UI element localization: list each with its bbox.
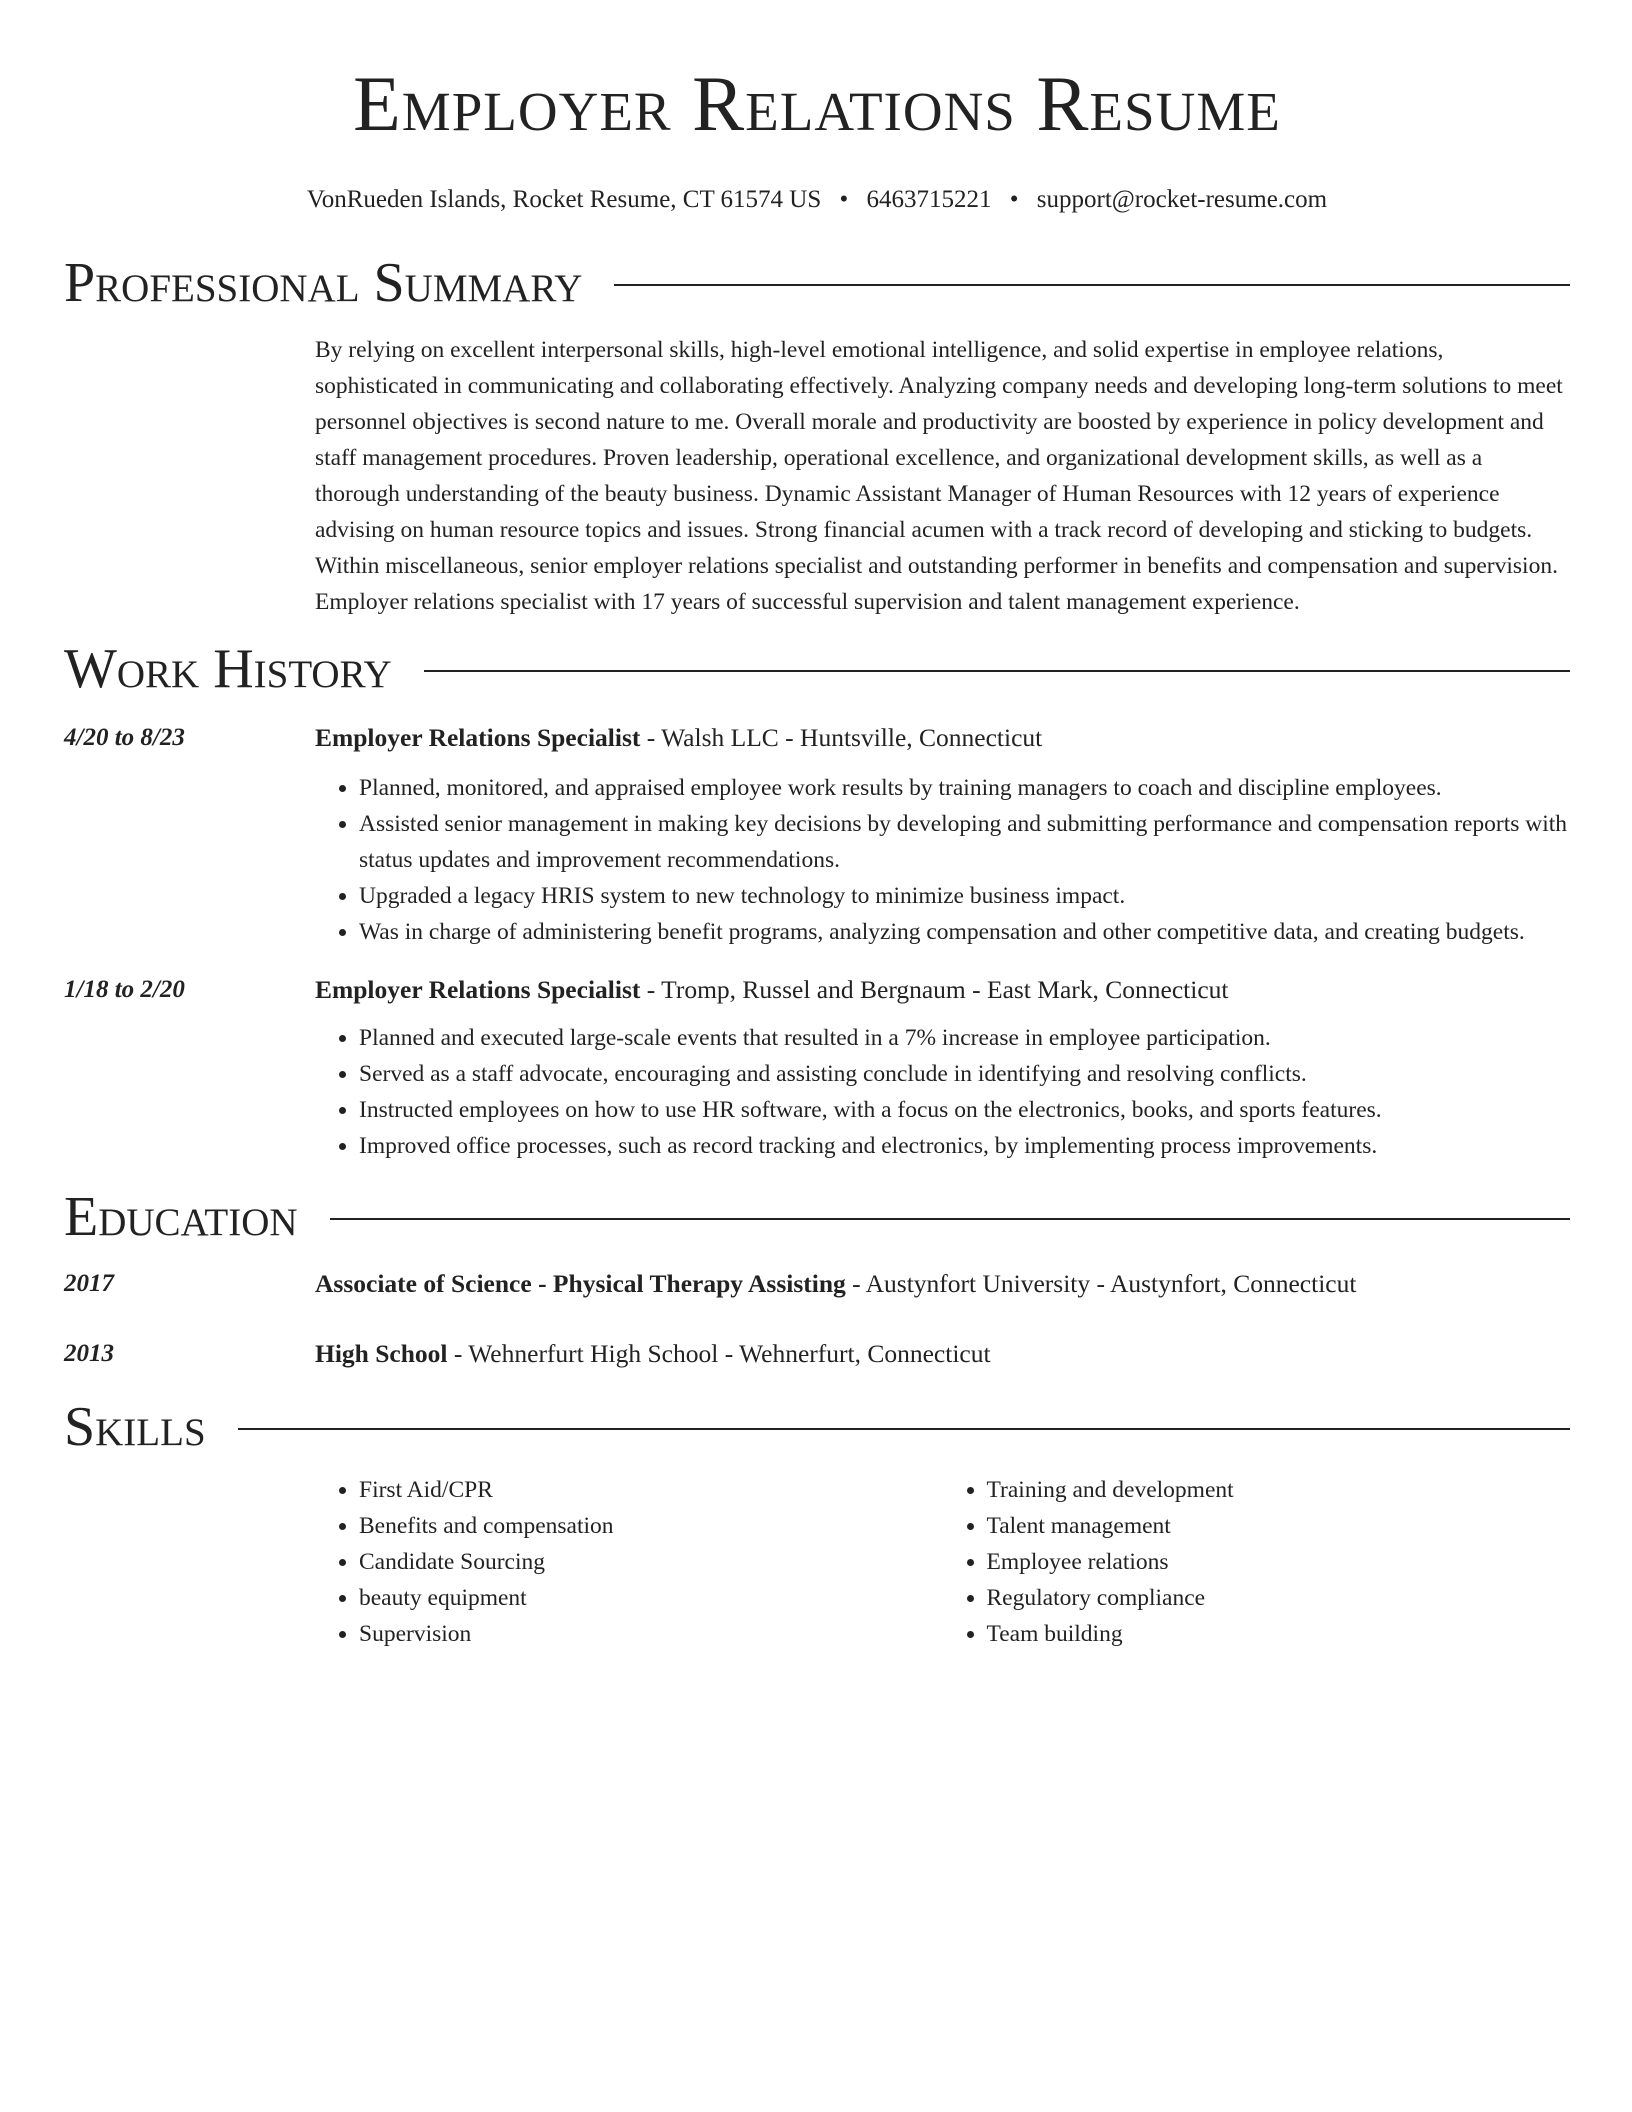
job-details: - Walsh LLC - Huntsville, Connecticut — [640, 723, 1043, 752]
education-degree: Associate of Science - Physical Therapy Assisting — [315, 1269, 846, 1298]
job-heading — [315, 972, 1570, 1008]
list-item: • Team building — [987, 1616, 1571, 1652]
list-item: • Talent management — [987, 1508, 1571, 1544]
section-heading-education — [64, 1184, 1570, 1250]
list-item: • First Aid/CPR — [359, 1472, 943, 1508]
list-item: • Improved office processes, such as record tracking and electronics, by implementing process improvements. — [359, 1128, 1570, 1164]
job-heading — [315, 720, 1570, 756]
phone: 6463715221 — [866, 186, 992, 213]
job-dates: 4/20 to 8/23 — [64, 724, 185, 751]
education-details: - Austynfort University - Austynfort, Connecticut — [845, 1269, 1357, 1298]
section-rule — [424, 670, 1570, 672]
section-heading-skills — [64, 1394, 1570, 1460]
section-title: Education — [64, 1186, 298, 1248]
education-heading — [315, 1336, 1570, 1372]
section-title: Skills — [64, 1396, 206, 1458]
job-details: - Tromp, Russel and Bergnaum - East Mark, Connecticut — [640, 975, 1229, 1004]
job-entry — [64, 972, 1570, 1164]
education-year: 2017 — [64, 1270, 114, 1297]
list-item: • Candidate Sourcing — [359, 1544, 943, 1580]
list-item: • Benefits and compensation — [359, 1508, 943, 1544]
list-item: • Training and development — [987, 1472, 1571, 1508]
job-role: Employer Relations Specialist — [315, 975, 641, 1004]
job-content — [315, 720, 1570, 950]
section-rule — [238, 1428, 1570, 1430]
section-title: Professional Summary — [64, 252, 583, 314]
list-item: • Regulatory compliance — [987, 1580, 1571, 1616]
list-item: • Assisted senior management in making key decisions by developing and submitting performance and compensation reports with status updates and improvement recommendations. — [359, 806, 1570, 878]
list-item: • Planned, monitored, and appraised employee work results by training managers to coach and discipline employees. — [359, 770, 1570, 806]
education-heading — [315, 1266, 1570, 1302]
section-title: Work History — [64, 638, 392, 700]
list-item: • Upgraded a legacy HRIS system to new technology to minimize business impact. — [359, 878, 1570, 914]
email: support@rocket-resume.com — [1036, 186, 1328, 213]
job-bullets — [315, 770, 1570, 950]
skills-columns — [315, 1472, 1570, 1652]
list-item: • beauty equipment — [359, 1580, 943, 1616]
contact-line — [64, 184, 1570, 216]
education-details: - Wehnerfurt High School - Wehnerfurt, Connecticut — [447, 1339, 991, 1368]
separator: • — [839, 186, 849, 213]
resume-title: Employer Relations Resume — [353, 60, 1281, 147]
job-content — [315, 972, 1570, 1164]
job-entry — [64, 720, 1570, 950]
section-heading-work-history — [64, 636, 1570, 702]
skills-list-right — [943, 1472, 1571, 1652]
section-rule — [614, 284, 1570, 286]
summary-text: By relying on excellent interpersonal skills, high-level emotional intelligence, and solid expertise in employee relations, sophisticated in communicating and collaborating effectively. Analyzing company needs and developing long-term solutions to meet personnel objectives is second nature to me. Overall morale and productivity are boosted by experience in policy development and staff management procedures. Proven leadership, operational excellence, and organizational development skills, as well as a thorough understanding of the beauty business. Dynamic Assistant Manager of Human Resources with 12 years of experience advising on human resource topics and issues. Strong financial acumen with a track record of developing and sticking to budgets. Within miscellaneous, senior employer relations specialist and outstanding performer in benefits and compensation and supervision. Employer relations specialist with 17 years of successful supervision and talent management experience. — [315, 337, 1563, 615]
list-item: • Was in charge of administering benefit programs, analyzing compensation and other competitive data, and creating budgets. — [359, 914, 1570, 950]
list-item: • Supervision — [359, 1616, 943, 1652]
job-dates: 1/18 to 2/20 — [64, 976, 185, 1003]
education-degree: High School — [315, 1339, 448, 1368]
list-item: • Employee relations — [987, 1544, 1571, 1580]
job-role: Employer Relations Specialist — [315, 723, 641, 752]
section-rule — [330, 1218, 1570, 1220]
skills-list-left — [315, 1472, 943, 1652]
section-heading-summary — [64, 250, 1570, 316]
list-item: • Served as a staff advocate, encouraging and assisting conclude in identifying and resolving conflicts. — [359, 1056, 1570, 1092]
job-bullets — [315, 1020, 1570, 1164]
list-item: • Instructed employees on how to use HR software, with a focus on the electronics, books, and sports features. — [359, 1092, 1570, 1128]
address: VonRueden Islands, Rocket Resume, CT 61574 US — [306, 186, 822, 213]
education-year: 2013 — [64, 1340, 114, 1367]
list-item: • Planned and executed large-scale events that resulted in a 7% increase in employee participation. — [359, 1020, 1570, 1056]
separator: • — [1009, 186, 1019, 213]
education-entry — [64, 1266, 1570, 1302]
resume-page — [64, 0, 1570, 1652]
education-entry — [64, 1336, 1570, 1372]
